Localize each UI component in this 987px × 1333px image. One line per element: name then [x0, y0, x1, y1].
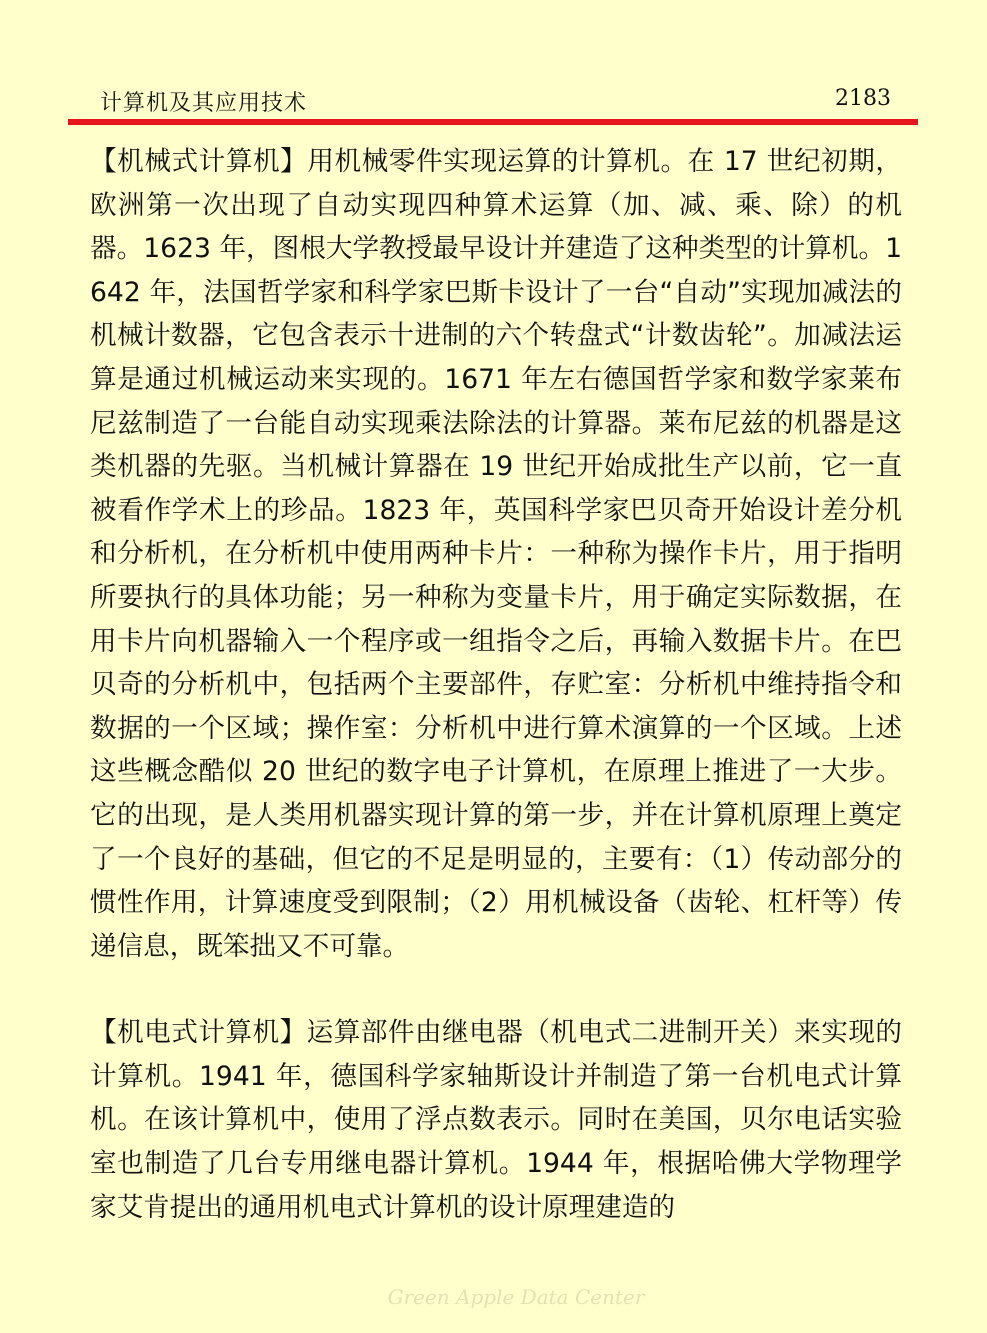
paragraph-mechanical-computer: 【机械式计算机】用机械零件实现运算的计算机。在 17 世纪初期，欧洲第一次出现了自动实现四种算术运算（加、减、乘、除）的机器。1623 年，图根大学教授最早设计并建造了这种类型的计算机。1642 年，法国哲学家和科学家巴斯卡设计了一台“自动”实现加减法的机械计数器，它包含表示十进制的六个转盘式“计数齿轮”。加减法运算是通过机械运动来实现的。1671 年左右德国哲学家和数学家莱布尼兹制造了一台能自动实现乘法除法的计算器。莱布尼兹的机器是这类机器的先驱。当机械计算器在 19 世纪开始成批生产以前，它一直被看作学术上的珍品。1823 年，英国科学家巴贝奇开始设计差分机和分析机，在分析机中使用两种卡片：一种称为操作卡片，用于指明所要执行的具体功能；另一种称为变量卡片，用于确定实际数据，在用卡片向机器输入一个程序或一组指令之后，再输入数据卡片。在巴贝奇的分析机中，包括两个主要部件，存贮室：分析机中维持指令和数据的一个区域；操作室：分析机中进行算术演算的一个区域。上述这些概念酷似 20 世纪的数字电子计算机，在原理上推进了一大步。它的出现，是人类用机器实现计算的第一步，并在计算机原理上奠定了一个良好的基础，但它的不足是明显的，主要有：（1）传动部分的惯性作用，计算速度受到限制；（2）用机械设备（齿轮、杠杆等）传递信息，既笨拙又不可靠。: [90, 146, 902, 962]
book-title: 计算机及其应用技术: [100, 91, 308, 116]
article-body: [90, 140, 902, 1229]
header-rule: [68, 119, 918, 125]
paragraph-electromechanical-computer: 【机电式计算机】运算部件由继电器（机电式二进制开关）来实现的计算机。1941 年，德国科学家轴斯设计并制造了第一台机电式计算机。在该计算机中，使用了浮点数表示。同时在美国，贝尔电话实验室也制造了几台专用继电器计算机。1944 年，根据哈佛大学物理学家艾肯提出的通用机电式计算机的设计原理建造的: [90, 1017, 902, 1223]
watermark: Green Apple Data Center: [387, 1285, 645, 1309]
page-header: [0, 0, 987, 130]
page-number: 2183: [835, 86, 891, 111]
